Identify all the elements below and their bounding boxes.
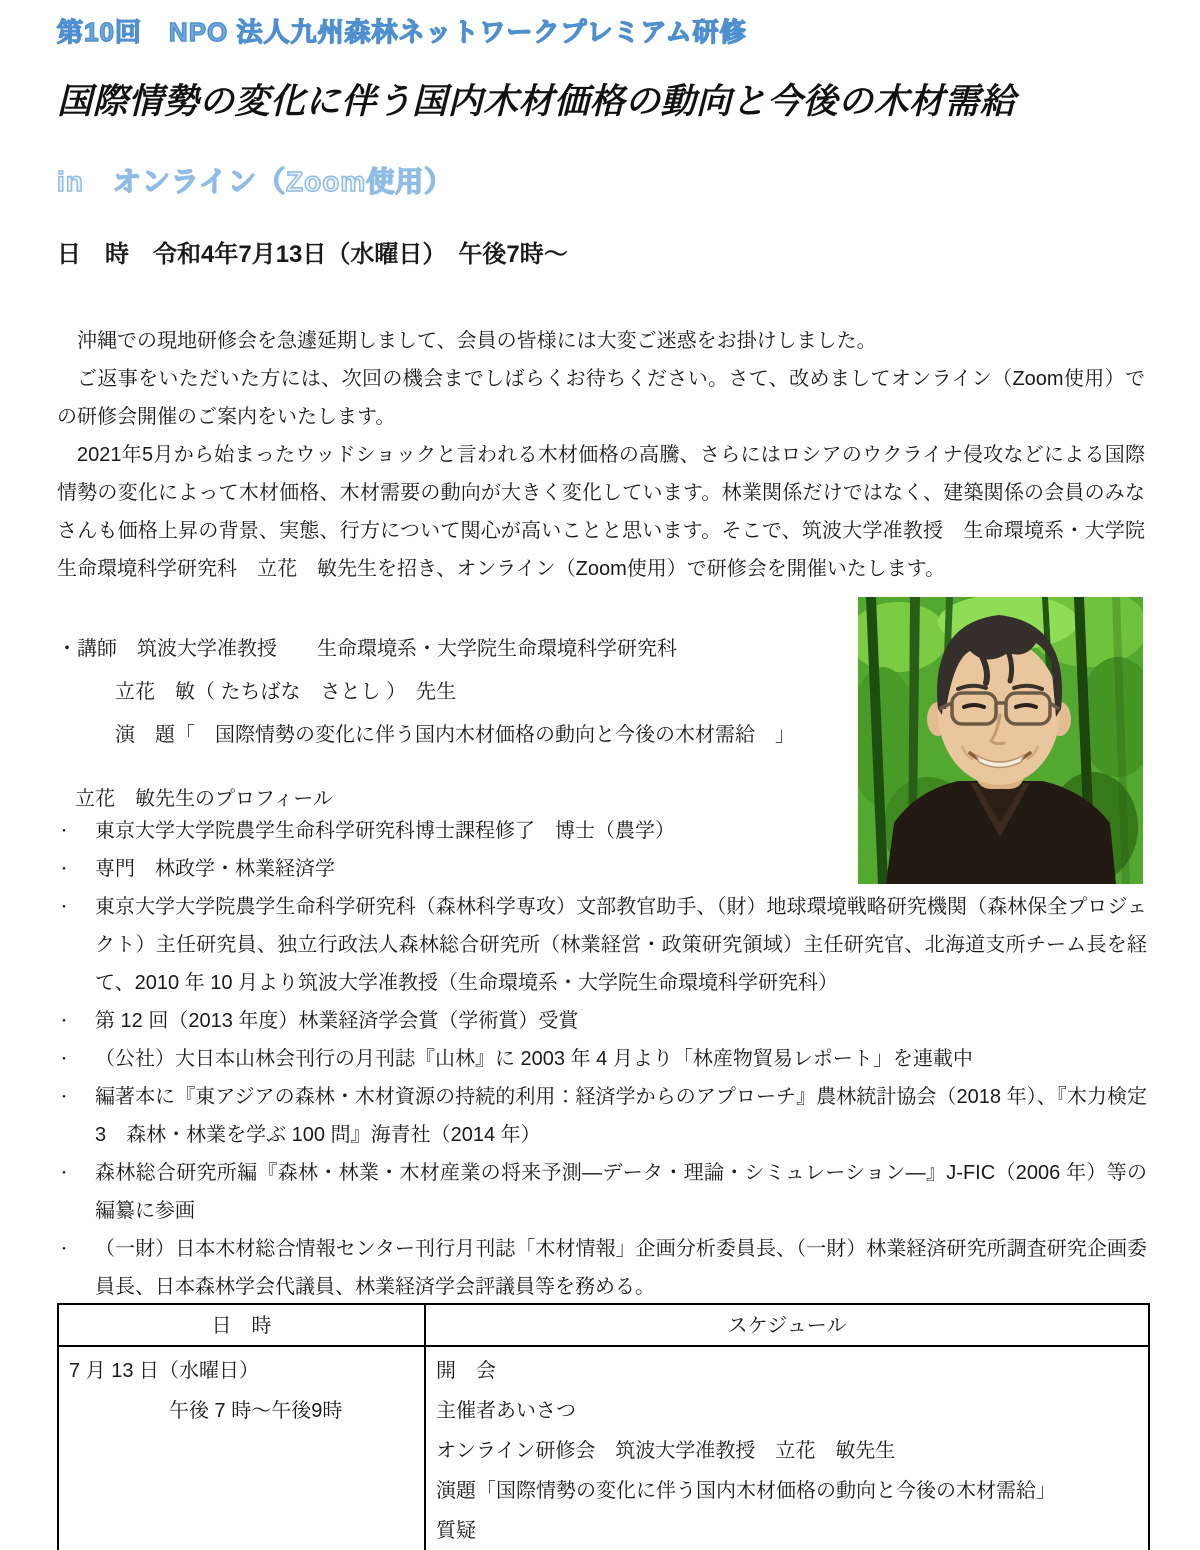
profile-item: ・ 編著本に『東アジアの森林・木材資源の持続的利用：経済学からのアプローチ』農林統計協会（2018 年）、『木力検定 3 森林・林業を学ぶ 100 問』海青社（2014 年） bbox=[57, 1078, 1147, 1154]
intro-section bbox=[57, 322, 1145, 588]
profile-item: ・ 東京大学大学院農学生命科学研究科（森林科学専攻）文部教官助手、（財）地球環境戦略研究機関（森林保全プロジェクト）主任研究員、独立行政法人森林総合研究所（林業経営・政策研究領域）主任研究官、北海道支所チーム長を経て、2010 年 10 月より筑波大学准教授（生命環境系・大学院生命環境科学研究科） bbox=[57, 888, 1147, 1002]
profile-item: ・ （一財）日本木材総合情報センター刊行月刊誌「木材情報」企画分析委員長、（一財）林業経済研究所調査研究企画委員長、日本森林学会代議員、林業経済学会評議員等を務める。 bbox=[57, 1230, 1147, 1306]
bullet-icon: ・ bbox=[57, 1089, 71, 1105]
lecture-topic: 演 題「 国際情勢の変化に伴う国内木材価格の動向と今後の木材需給 」 bbox=[115, 724, 795, 746]
lecturer-name: 立花 敏（ たちばな さとし ） 先生 bbox=[115, 681, 457, 703]
intro-paragraph: 沖縄での現地研修会を急遽延期しまして、会員の皆様には大変ご迷惑をお掛けしました。 bbox=[77, 330, 877, 352]
schedule-item: 質疑 bbox=[436, 1520, 476, 1542]
schedule-date-cell bbox=[58, 1346, 425, 1550]
intro-paragraph: 2021年5月から始まったウッドショックと言われる木材価格の高騰、さらにはロシアのウクライナ侵攻などによる国際情勢の変化によって木材価格、木材需要の動向が大きく変化しています。林業関係だけではなく、建築関係の会員のみなさんも価格上昇の背景、実態、行方について関心が高いことと思います。そこで、筑波大学准教授 生命環境系・大学院生命環境科学研究科 立花 敏先生を招き、オンライン（Zoom使用）で研修会を開催いたします。 bbox=[57, 444, 1145, 580]
profile-item: ・ 第 12 回（2013 年度）林業経済学会賞（学術賞）受賞 bbox=[57, 1002, 1147, 1040]
profile-heading: 立花 敏先生のプロフィール bbox=[75, 788, 333, 810]
bullet-icon: ・ bbox=[57, 1051, 71, 1067]
schedule-header-schedule: スケジュール bbox=[425, 1304, 1149, 1346]
bullet-icon: ・ bbox=[57, 1241, 71, 1257]
profile-list bbox=[57, 812, 1147, 1306]
profile-item: ・ 専門 林政学・林業経済学 bbox=[57, 850, 1147, 888]
lecturer-affiliation: ・講師 筑波大学准教授 生命環境系・大学院生命環境科学研究科 bbox=[57, 638, 677, 660]
schedule-item: 開 会 bbox=[436, 1360, 496, 1382]
bullet-icon: ・ bbox=[57, 1013, 71, 1029]
schedule-header-row bbox=[58, 1304, 1149, 1346]
lecturer-section bbox=[57, 628, 852, 757]
bullet-icon: ・ bbox=[57, 823, 71, 839]
schedule-table bbox=[57, 1303, 1150, 1550]
profile-item: ・ 東京大学大学院農学生命科学研究科博士課程修了 博士（農学） bbox=[57, 812, 1147, 850]
series-title: 第10回 NPO 法人九州森林ネットワークプレミアム研修 bbox=[57, 17, 747, 47]
schedule-item: オンライン研修会 筑波大学准教授 立花 敏先生 bbox=[436, 1440, 896, 1462]
schedule-date: 7 月 13 日（水曜日） bbox=[69, 1360, 260, 1382]
bullet-icon: ・ bbox=[57, 899, 71, 915]
profile-item: ・ （公社）大日本山林会刊行の月刊誌『山林』に 2003 年 4 月より「林産物貿易レポート」を連載中 bbox=[57, 1040, 1147, 1078]
schedule-item: 主催者あいさつ bbox=[436, 1400, 576, 1422]
schedule-item: 演題「国際情勢の変化に伴う国内木材価格の動向と今後の木材需給」 bbox=[436, 1480, 1056, 1502]
bullet-icon: ・ bbox=[57, 861, 71, 877]
intro-paragraph: ご返事をいただいた方には、次回の機会までしばらくお待ちください。さて、改めましてオンライン（Zoom使用）での研修会開催のご案内をいたします。 bbox=[57, 368, 1145, 428]
schedule-header-date: 日 時 bbox=[58, 1304, 425, 1346]
schedule-items-cell bbox=[425, 1346, 1149, 1550]
profile-item: ・ 森林総合研究所編『森林・林業・木材産業の将来予測―データ・理論・シミュレーション―』J-FIC（2006 年）等の編纂に参画 bbox=[57, 1154, 1147, 1230]
subtitle-online-zoom: in オンライン（Zoom使用） bbox=[57, 166, 454, 197]
page-title: 国際情勢の変化に伴う国内木材価格の動向と今後の木材需給 bbox=[57, 82, 1016, 121]
schedule-row bbox=[58, 1346, 1149, 1550]
datetime-heading: 日 時 令和4年7月13日（水曜日） 午後7時～ bbox=[57, 241, 568, 268]
schedule-time: 午後 7 時～午後9時 bbox=[169, 1400, 343, 1422]
bullet-icon: ・ bbox=[57, 1165, 71, 1181]
